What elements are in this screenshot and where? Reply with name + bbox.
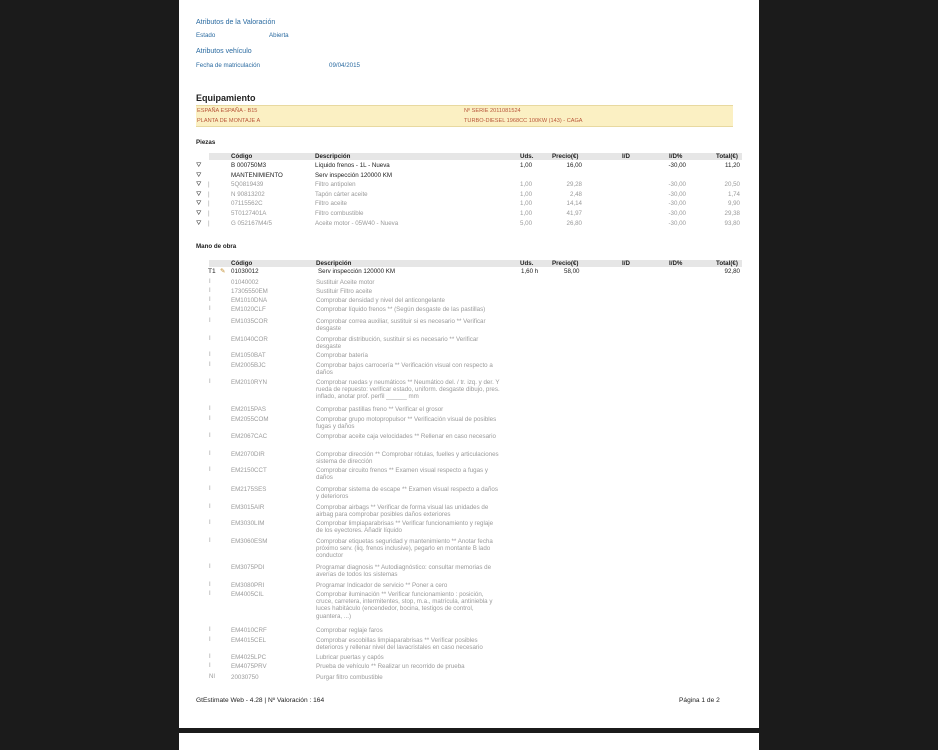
- labor-row-code: EM2005BJC: [231, 362, 266, 369]
- piece-total: 29,38: [724, 210, 740, 217]
- piece-uds: 1,00: [520, 162, 533, 169]
- labor-row-tick: I: [209, 627, 211, 633]
- piece-code: 07115562C: [231, 200, 263, 208]
- labor-row-desc: Sustituir Aceite motor: [316, 279, 375, 286]
- pieces-header-precio: Precio(€): [552, 153, 579, 160]
- piece-precio: 29,28: [566, 181, 582, 189]
- piece-desc: Filtro combustible: [315, 210, 364, 217]
- labor-row-desc: Comprobar iluminación ** Verificar funcionamiento : posición, cruce, carretera, intermitentes, stop, m.a., matrícula, antiniebla y luces habitáculo (encendedor, bocina, testigos de control, guantera, ...): [316, 591, 493, 620]
- piece-code: 5T0127401A: [231, 210, 267, 217]
- filter-icon[interactable]: ⛛: [196, 200, 202, 208]
- piece-idpct: -30,00: [668, 181, 686, 189]
- labor-row-tick: I: [209, 582, 211, 588]
- piece-total: 93,80: [724, 219, 740, 227]
- labor-row-code: EM2175SES: [231, 486, 267, 493]
- labor-row-code: EM1010DNA: [231, 297, 268, 304]
- pieces-header-idpct: I/D%: [669, 153, 683, 160]
- labor-header-idpct: I/D%: [669, 260, 683, 267]
- labor-header-strip: [209, 260, 742, 267]
- labor-row-code: EM2070DIR: [231, 451, 265, 458]
- labor-row-tick: I: [209, 352, 211, 358]
- labor-header-id: I/D: [622, 260, 630, 267]
- next-page-edge: [179, 733, 759, 750]
- labor-main-desc: Serv inspección 120000 KM: [318, 268, 396, 275]
- labor-row-tick: I: [209, 451, 211, 457]
- labor-row-desc: Lubricar puertas y capós: [316, 654, 384, 661]
- labor-row-code: EM1020CLF: [231, 306, 266, 313]
- labor-row-code: EM1035COR: [231, 318, 268, 325]
- piece-code: G 052167M4/5: [231, 219, 272, 227]
- labor-row-code: EM2010RYN: [231, 379, 267, 386]
- labor-main-total: 92,80: [724, 268, 740, 275]
- labor-row-tick: I: [209, 564, 211, 570]
- pencil-icon[interactable]: ✎: [220, 268, 226, 275]
- valuation-attributes-title: Atributos de la Valoración: [196, 19, 276, 26]
- page-number: 1: [701, 697, 706, 704]
- labor-row-desc: Comprobar airbags ** Verificar de forma visual las unidades de airbag para comprobar posibles daños exteriores: [316, 504, 489, 519]
- labor-row-desc: Comprobar aceite caja velocidades ** Rellenar en caso necesario: [316, 433, 496, 440]
- piece-total: 1,74: [727, 190, 740, 198]
- equipment-row1-left: ESPAÑA ESPAÑA - B15: [197, 108, 258, 114]
- piece-precio: 16,00: [566, 162, 582, 169]
- labor-row-desc: Comprobar distribución, sustituir si es necesario ** Verificar desgaste: [316, 336, 479, 351]
- labor-row-desc: Sustituir Filtro aceite: [316, 288, 373, 295]
- pieces-title: Piezas: [196, 139, 216, 146]
- piece-uds: 1,00: [520, 181, 533, 189]
- labor-header-desc: Descripción: [316, 260, 352, 267]
- piece-desc: Tapón cárter aceite: [315, 190, 368, 198]
- labor-row-code: EM4015CEL: [231, 637, 267, 644]
- pieces-header-total: Total(€): [716, 153, 738, 160]
- labor-row-code: EM2067CAC: [231, 433, 268, 440]
- piece-idpct: -30,00: [668, 190, 686, 198]
- piece-precio: 2,48: [569, 190, 582, 198]
- labor-row-code: EM4025LPC: [231, 654, 267, 661]
- labor-row-desc: Comprobar escobillas limpiaparabrisas ** Verificar posibles deterioros y rellenar nivel del lavacristales en caso necesario: [316, 637, 483, 652]
- piece-idpct: -30,00: [668, 210, 686, 217]
- labor-row-code: EM4010CRF: [231, 627, 267, 634]
- piece-precio: 14,14: [566, 200, 582, 208]
- labor-row-code: EM2015PAS: [231, 406, 266, 413]
- labor-row-tick: I: [209, 637, 211, 643]
- labor-row-code: 01040002: [231, 279, 259, 286]
- labor-row-tick: I: [209, 318, 211, 324]
- filter-icon[interactable]: ⛛: [196, 219, 202, 227]
- labor-row-desc: Comprobar batería: [316, 352, 368, 359]
- pieces-header-uds: Uds.: [520, 153, 534, 160]
- piece-code: N 90813202: [231, 190, 265, 198]
- equipment-row2-right: TURBO-DIESEL 1968CC 100KW (143) - CAGA: [464, 118, 583, 124]
- labor-row-tick: I: [209, 591, 211, 597]
- footer-pagination: [679, 697, 720, 704]
- labor-row-desc: Prueba de vehículo ** Realizar un recorrido de prueba: [316, 663, 465, 670]
- estado-value: Abierta: [269, 32, 289, 39]
- labor-row-tick: I: [209, 379, 211, 385]
- footer-left: GtEstimate Web - 4.28 | Nº Valoración : 164: [196, 697, 325, 704]
- labor-row-desc: Comprobar ruedas y neumáticos ** Neumático del. / tr. izq. y der. Y rueda de repuesto: verificar estado, uniform. desgaste dibujo, pres. inflado, anotar prof. perfil ______ mm: [316, 379, 500, 401]
- row-marker-icon: |: [208, 219, 210, 227]
- labor-header-code: Código: [231, 260, 253, 267]
- piece-total: 9,90: [727, 200, 740, 208]
- labor-row-code: EM3030LIM: [231, 520, 265, 527]
- piece-desc: Serv inspección 120000 KM: [315, 171, 393, 179]
- labor-row-desc: Comprobar etiquetas seguridad y mantenimiento ** Anotar fecha próximo serv. (liq. frenos inclusive), pegarlo en montante B lado conductor: [316, 538, 493, 560]
- estado-label: Estado: [196, 32, 216, 39]
- labor-row-tick: I: [209, 520, 211, 526]
- labor-row-code: 20030750: [231, 674, 259, 681]
- row-marker-icon: |: [208, 181, 210, 189]
- labor-row-code: 17305550EM: [231, 288, 268, 295]
- labor-main-uds: 1,60 h: [521, 268, 539, 275]
- filter-icon[interactable]: ⛛: [196, 171, 202, 179]
- piece-desc: Líquido frenos - 1L - Nueva: [315, 162, 390, 169]
- labor-row-code: EM3080PRI: [231, 582, 265, 589]
- labor-row-desc: Comprobar bajos carrocería ** Verificación visual con respecto a daños: [316, 362, 493, 377]
- filter-icon[interactable]: ⛛: [196, 190, 202, 198]
- labor-row-desc: Comprobar líquido frenos ** (Según desgaste de las pastillas): [316, 306, 486, 313]
- pieces-header-code: Código: [231, 153, 253, 160]
- labor-row-desc: Comprobar pastillas freno ** Verificar el grosor: [316, 406, 444, 413]
- labor-row-code: EM4075PRV: [231, 663, 267, 670]
- filter-icon[interactable]: ⛛: [196, 181, 202, 189]
- row-marker-icon: |: [208, 200, 210, 208]
- piece-desc: Filtro antipolen: [315, 181, 356, 189]
- labor-row-tick: I: [209, 362, 211, 368]
- labor-main-precio: 58,00: [564, 268, 580, 275]
- piece-total: 11,20: [724, 162, 740, 169]
- labor-row-desc: Comprobar limpiaparabrisas ** Verificar funcionamiento y reglaje de los eyectores. Añadir líquido: [316, 520, 494, 535]
- labor-header-uds: Uds.: [520, 260, 534, 267]
- labor-row-desc: Comprobar dirección ** Comprobar rótulas, fuelles y articulaciones sistema de dirección: [316, 451, 499, 466]
- piece-precio: 26,80: [566, 219, 582, 227]
- labor-row-tick: I: [209, 306, 211, 312]
- labor-row-desc: Comprobar sistema de escape ** Examen visual respecto a daños y deterioros: [316, 486, 498, 501]
- labor-row-desc: Comprobar reglaje faros: [316, 627, 383, 634]
- labor-main-tag: T1: [208, 268, 216, 275]
- piece-code: MANTENIMIENTO: [231, 171, 283, 179]
- labor-row-tick: I: [209, 663, 211, 669]
- labor-row-tick: I: [209, 538, 211, 544]
- piece-desc: Aceite motor - 05W40 - Nueva: [315, 219, 399, 227]
- labor-row-desc: Comprobar grupo motopropulsor ** Verificación visual de posibles fugas y daños: [316, 416, 497, 431]
- equipment-row2-left: PLANTA DE MONTAJE A: [197, 118, 261, 124]
- labor-row-tick: I: [209, 288, 211, 294]
- filter-icon[interactable]: ⛛: [196, 162, 202, 169]
- piece-idpct: -30,00: [668, 162, 686, 169]
- labor-row-code: EM2150CCT: [231, 467, 267, 474]
- piece-code: 5Q0819439: [231, 181, 264, 189]
- piece-precio: 41,97: [566, 210, 582, 217]
- labor-main-code: 01030012: [231, 268, 259, 275]
- pieces-header-desc: Descripción: [315, 153, 351, 160]
- labor-row-code: EM1050BAT: [231, 352, 266, 359]
- equipment-title: Equipamiento: [196, 93, 256, 103]
- labor-header-precio: Precio(€): [552, 260, 579, 267]
- piece-code: B 000750M3: [231, 162, 267, 169]
- fecha-value: 09/04/2015: [329, 62, 360, 69]
- labor-row-code: EM1040COR: [231, 336, 268, 343]
- labor-row-desc: Comprobar circuito frenos ** Examen visual respecto a fugas y daños: [316, 467, 488, 482]
- piece-idpct: -30,00: [668, 219, 686, 227]
- labor-row-tick: I: [209, 297, 211, 303]
- labor-row-tick: I: [209, 504, 211, 510]
- labor-row-tick: I: [209, 654, 211, 660]
- vehicle-attributes-title: Atributos vehículo: [196, 48, 252, 55]
- piece-idpct: -30,00: [668, 200, 686, 208]
- labor-row-desc: Comprobar densidad y nivel del anticongelante: [316, 297, 445, 304]
- page-of: de: [706, 697, 715, 704]
- labor-header-total: Total(€): [716, 260, 738, 267]
- equipment-row1-right: Nº SERIE 2011081524: [464, 108, 521, 114]
- labor-row-code: EM3060ESM: [231, 538, 268, 545]
- row-marker-icon: |: [208, 190, 210, 198]
- labor-row-tick: NI: [209, 674, 215, 680]
- labor-row-desc: Programar Indicador de servicio ** Poner a cero: [316, 582, 448, 589]
- labor-row-tick: I: [209, 416, 211, 422]
- page-label: Página: [679, 697, 700, 704]
- labor-row-desc: Purgar filtro combustible: [316, 674, 383, 681]
- labor-row-tick: I: [209, 406, 211, 412]
- labor-title: Mano de obra: [196, 243, 237, 250]
- labor-row-code: EM2055COM: [231, 416, 269, 423]
- pieces-header-strip: [209, 153, 742, 160]
- page-total: 2: [716, 697, 720, 704]
- labor-row-tick: I: [209, 486, 211, 492]
- piece-total: 20,50: [724, 181, 740, 189]
- filter-icon[interactable]: ⛛: [196, 210, 202, 217]
- piece-desc: Filtro aceite: [315, 200, 347, 208]
- labor-row-code: EM3075PDI: [231, 564, 265, 571]
- labor-row-tick: I: [209, 467, 211, 473]
- equipment-band: [196, 105, 733, 127]
- labor-row-code: EM4005CIL: [231, 591, 264, 598]
- labor-row-tick: I: [209, 279, 211, 285]
- piece-uds: 1,00: [520, 210, 533, 217]
- labor-row-tick: I: [209, 433, 211, 439]
- document-page: [179, 0, 759, 728]
- labor-row-desc: Comprobar correa auxiliar, sustituir si es necesario ** Verificar desgaste: [316, 318, 486, 333]
- row-marker-icon: |: [208, 210, 210, 217]
- piece-uds: 1,00: [520, 190, 533, 198]
- pieces-header-id: I/D: [622, 153, 630, 160]
- piece-uds: 1,00: [520, 200, 533, 208]
- labor-row-tick: I: [209, 336, 211, 342]
- labor-row-code: EM3015AIR: [231, 504, 265, 511]
- labor-row-desc: Programar diagnosis ** Autodiagnóstico: consultar memorias de averías de todos los sistemas: [316, 564, 492, 579]
- piece-uds: 5,00: [520, 219, 533, 227]
- fecha-label: Fecha de matriculación: [196, 62, 260, 69]
